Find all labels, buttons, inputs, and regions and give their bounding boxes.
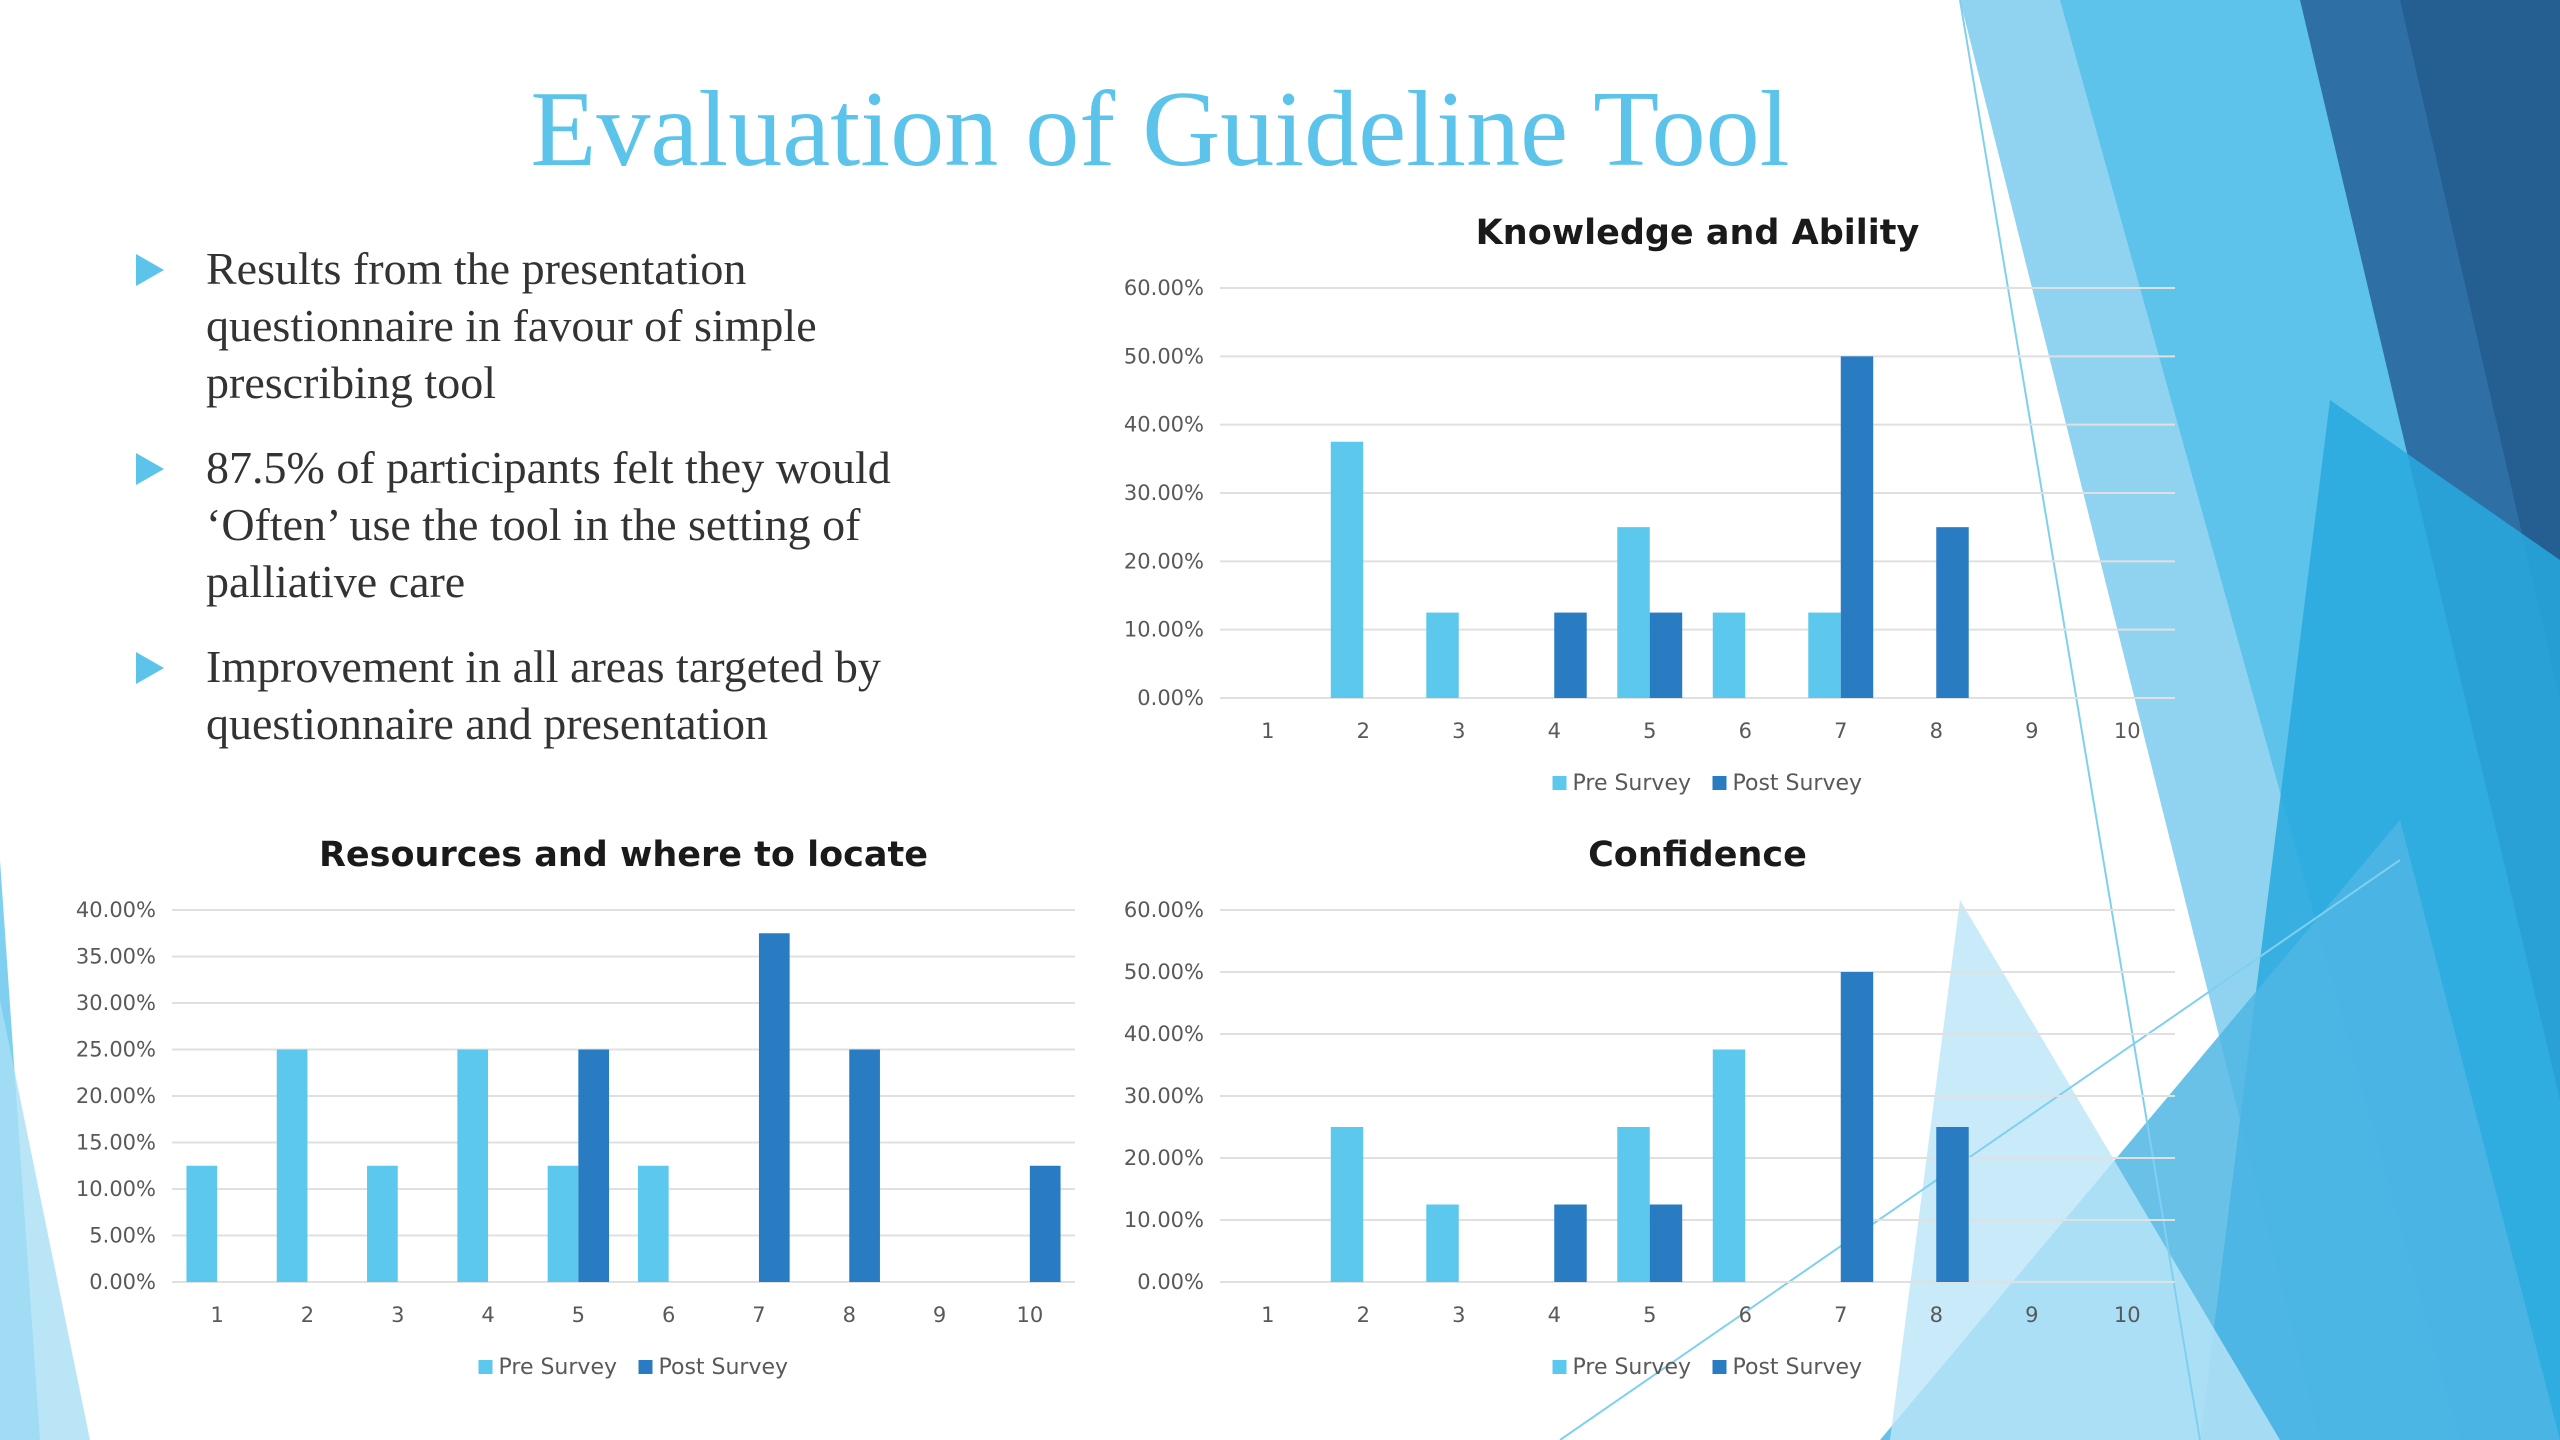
y-tick-label: 20.00% xyxy=(75,1084,156,1108)
bar-pre-survey xyxy=(1617,527,1649,698)
bar-pre-survey xyxy=(1713,613,1745,698)
x-tick-label: 7 xyxy=(1834,719,1848,743)
legend-swatch xyxy=(479,1360,493,1374)
bullet-text: Results from the presentation questionnaire in favour of simple prescribing tool xyxy=(206,243,817,408)
x-tick-label: 8 xyxy=(1929,719,1943,743)
legend-swatch xyxy=(1553,1360,1567,1374)
x-tick-label: 5 xyxy=(1643,1303,1657,1327)
x-tick-label: 9 xyxy=(932,1303,947,1327)
x-tick-label: 6 xyxy=(1738,719,1752,743)
y-tick-label: 30.00% xyxy=(75,991,156,1015)
bar-post-survey xyxy=(1936,527,1968,698)
x-tick-label: 4 xyxy=(481,1303,495,1327)
bullet-arrow-icon xyxy=(136,254,164,286)
bar-post-survey xyxy=(1936,1127,1968,1282)
bar-pre-survey xyxy=(548,1166,579,1282)
x-tick-label: 4 xyxy=(1547,1303,1561,1327)
bullet-arrow-icon xyxy=(136,453,164,485)
x-tick-label: 1 xyxy=(1261,1303,1275,1327)
chart-title: Knowledge and Ability xyxy=(1475,213,1920,253)
bar-pre-survey xyxy=(186,1166,217,1282)
bar-post-survey xyxy=(1650,1205,1682,1283)
bar-pre-survey xyxy=(457,1050,488,1283)
knowledge-chart xyxy=(1090,200,2210,820)
x-tick-label: 6 xyxy=(1738,1303,1752,1327)
y-tick-label: 10.00% xyxy=(75,1177,156,1201)
x-tick-label: 6 xyxy=(661,1303,676,1327)
x-tick-label: 10 xyxy=(2113,719,2141,743)
x-tick-label: 3 xyxy=(1452,719,1466,743)
x-tick-label: 1 xyxy=(1261,719,1275,743)
x-tick-label: 2 xyxy=(300,1303,315,1327)
x-tick-label: 4 xyxy=(1547,719,1561,743)
y-tick-label: 10.00% xyxy=(1123,617,1204,642)
y-tick-label: 20.00% xyxy=(1123,549,1204,574)
y-tick-label: 40.00% xyxy=(1123,412,1204,437)
bullet-item xyxy=(130,638,990,752)
legend-swatch xyxy=(1713,1360,1727,1374)
y-tick-label: 50.00% xyxy=(1123,960,1204,984)
bar-post-survey xyxy=(1841,356,1873,698)
bar-post-survey xyxy=(1554,613,1586,698)
x-tick-label: 9 xyxy=(2025,719,2039,743)
y-tick-label: 50.00% xyxy=(1123,344,1204,369)
bar-pre-survey xyxy=(367,1166,398,1282)
legend-label: Post Survey xyxy=(658,1355,789,1380)
y-tick-label: 0.00% xyxy=(1137,686,1204,710)
bar-post-survey xyxy=(1554,1205,1586,1283)
resources-chart xyxy=(60,822,1090,1402)
bar-post-survey xyxy=(1841,972,1873,1282)
bullet-arrow-icon xyxy=(136,652,164,684)
y-tick-label: 60.00% xyxy=(1123,276,1204,300)
y-tick-label: 30.00% xyxy=(1123,1084,1204,1108)
y-tick-label: 10.00% xyxy=(1123,1208,1204,1232)
x-tick-label: 7 xyxy=(752,1303,766,1327)
x-tick-label: 5 xyxy=(1643,719,1657,743)
y-tick-label: 25.00% xyxy=(75,1037,156,1062)
legend-swatch xyxy=(1713,776,1727,790)
bar-pre-survey xyxy=(1713,1050,1745,1283)
y-tick-label: 60.00% xyxy=(1123,898,1204,922)
legend-label: Post Survey xyxy=(1732,1355,1863,1380)
y-tick-label: 40.00% xyxy=(1123,1022,1204,1046)
legend-swatch xyxy=(639,1360,653,1374)
bullet-list xyxy=(130,240,990,780)
bar-pre-survey xyxy=(1331,1127,1363,1282)
bar-pre-survey xyxy=(1331,442,1363,698)
x-tick-label: 3 xyxy=(391,1303,405,1327)
x-tick-label: 10 xyxy=(1016,1303,1044,1327)
bar-pre-survey xyxy=(1426,1205,1458,1283)
x-tick-label: 8 xyxy=(842,1303,856,1327)
y-tick-label: 15.00% xyxy=(75,1130,156,1155)
bullet-text: Improvement in all areas targeted by questionnaire and presentation xyxy=(206,641,881,749)
x-tick-label: 2 xyxy=(1356,1303,1370,1327)
bar-post-survey xyxy=(849,1050,880,1283)
legend-label: Pre Survey xyxy=(498,1355,617,1380)
y-tick-label: 20.00% xyxy=(1123,1146,1204,1170)
bar-post-survey xyxy=(578,1050,609,1283)
x-tick-label: 2 xyxy=(1356,719,1370,743)
x-tick-label: 3 xyxy=(1452,1303,1466,1327)
bullet-item xyxy=(130,240,990,411)
x-tick-label: 8 xyxy=(1929,1303,1943,1327)
slide-title: Evaluation of Guideline Tool xyxy=(530,70,1790,189)
legend-label: Pre Survey xyxy=(1572,1355,1691,1380)
y-tick-label: 30.00% xyxy=(1123,481,1204,505)
x-tick-label: 1 xyxy=(210,1303,224,1327)
legend-swatch xyxy=(1553,776,1567,790)
bullet-text: 87.5% of participants felt they would ‘Often’ use the tool in the setting of palliative care xyxy=(206,442,891,607)
y-tick-label: 0.00% xyxy=(1137,1270,1204,1294)
bar-post-survey xyxy=(1650,613,1682,698)
legend-label: Pre Survey xyxy=(1572,771,1691,796)
bar-post-survey xyxy=(759,933,790,1282)
chart-title: Confidence xyxy=(1588,835,1807,875)
bullet-item xyxy=(130,439,990,610)
bar-pre-survey xyxy=(1617,1127,1649,1282)
y-tick-label: 40.00% xyxy=(75,898,156,922)
x-tick-label: 10 xyxy=(2113,1303,2141,1327)
confidence-chart xyxy=(1090,822,2210,1402)
x-tick-label: 5 xyxy=(571,1303,586,1327)
x-tick-label: 7 xyxy=(1834,1303,1848,1327)
x-tick-label: 9 xyxy=(2025,1303,2039,1327)
y-tick-label: 0.00% xyxy=(89,1270,156,1294)
chart-title: Resources and where to locate xyxy=(318,835,929,875)
bar-pre-survey xyxy=(638,1166,669,1282)
legend-label: Post Survey xyxy=(1732,771,1863,796)
bar-pre-survey xyxy=(1426,613,1458,698)
bar-pre-survey xyxy=(1808,613,1840,698)
bar-post-survey xyxy=(1030,1166,1061,1282)
y-tick-label: 5.00% xyxy=(89,1223,156,1248)
y-tick-label: 35.00% xyxy=(75,944,156,969)
bar-pre-survey xyxy=(277,1050,308,1283)
